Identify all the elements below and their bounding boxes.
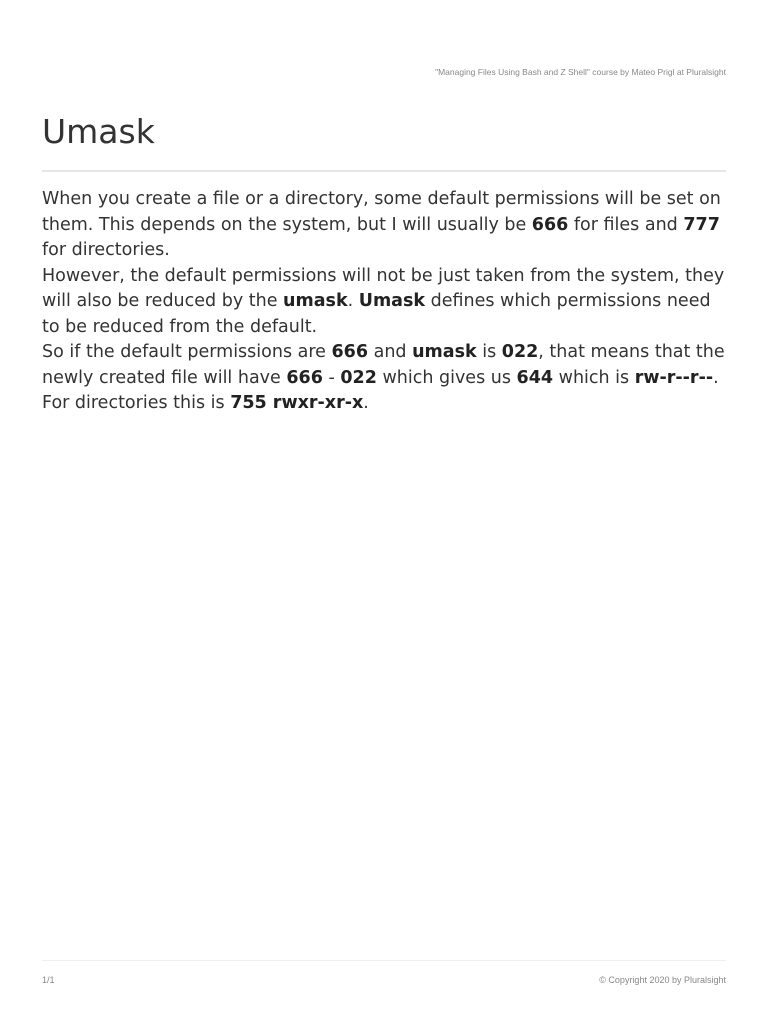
- footer-divider: [42, 960, 726, 961]
- text-segment: which is: [553, 367, 635, 388]
- text-segment: However, the default permissions will not be just taken from the system, they will also be reduced by the: [42, 265, 725, 311]
- bold-term: umask: [412, 342, 477, 362]
- text-segment: .: [363, 393, 369, 413]
- page-number: 1/1: [42, 975, 55, 985]
- bold-value: 755 rwxr-xr-x: [230, 393, 364, 413]
- paragraph-umask-definition: [42, 264, 732, 341]
- course-attribution: "Managing Files Using Bash and Z Shell" course by Mateo Prigl at Pluralsight: [435, 67, 726, 77]
- page-title: Umask: [42, 112, 155, 151]
- bold-value: rw-r--r--: [634, 367, 714, 388]
- bold-value: 666: [531, 214, 569, 235]
- text-segment: for directories.: [42, 240, 170, 260]
- body-text: [42, 187, 732, 417]
- bold-term: umask: [283, 291, 348, 311]
- bold-value: 666: [286, 367, 323, 388]
- paragraph-file-example: [42, 340, 732, 391]
- paragraph-default-permissions: [42, 187, 732, 264]
- paragraph-directory-example: [42, 391, 732, 417]
- text-segment: .: [347, 291, 359, 311]
- text-segment: For directories this is: [42, 393, 231, 413]
- text-segment: When you create a file or a directory, some default permissions will be set on them. This depends on the system, but I will usually be: [42, 189, 721, 235]
- bold-value: 644: [516, 367, 554, 388]
- text-segment: and: [368, 342, 413, 362]
- text-segment: -: [322, 367, 341, 388]
- bold-term: Umask: [358, 291, 426, 311]
- copyright-notice: © Copyright 2020 by Pluralsight: [599, 975, 726, 985]
- text-segment: So if the default permissions are: [42, 342, 332, 362]
- text-segment: is: [476, 342, 502, 362]
- bold-value: 022: [501, 342, 539, 362]
- bold-value: 666: [331, 342, 369, 362]
- text-segment: defines which permissions need to be reduced from the default.: [42, 291, 711, 337]
- text-segment: , that means that the newly created file will have: [42, 342, 725, 388]
- text-segment: which gives us: [376, 367, 517, 388]
- text-segment: .: [713, 367, 719, 388]
- text-segment: for files and: [568, 214, 684, 235]
- title-divider: [42, 170, 726, 172]
- bold-value: 022: [340, 367, 377, 388]
- bold-value: 777: [683, 214, 720, 235]
